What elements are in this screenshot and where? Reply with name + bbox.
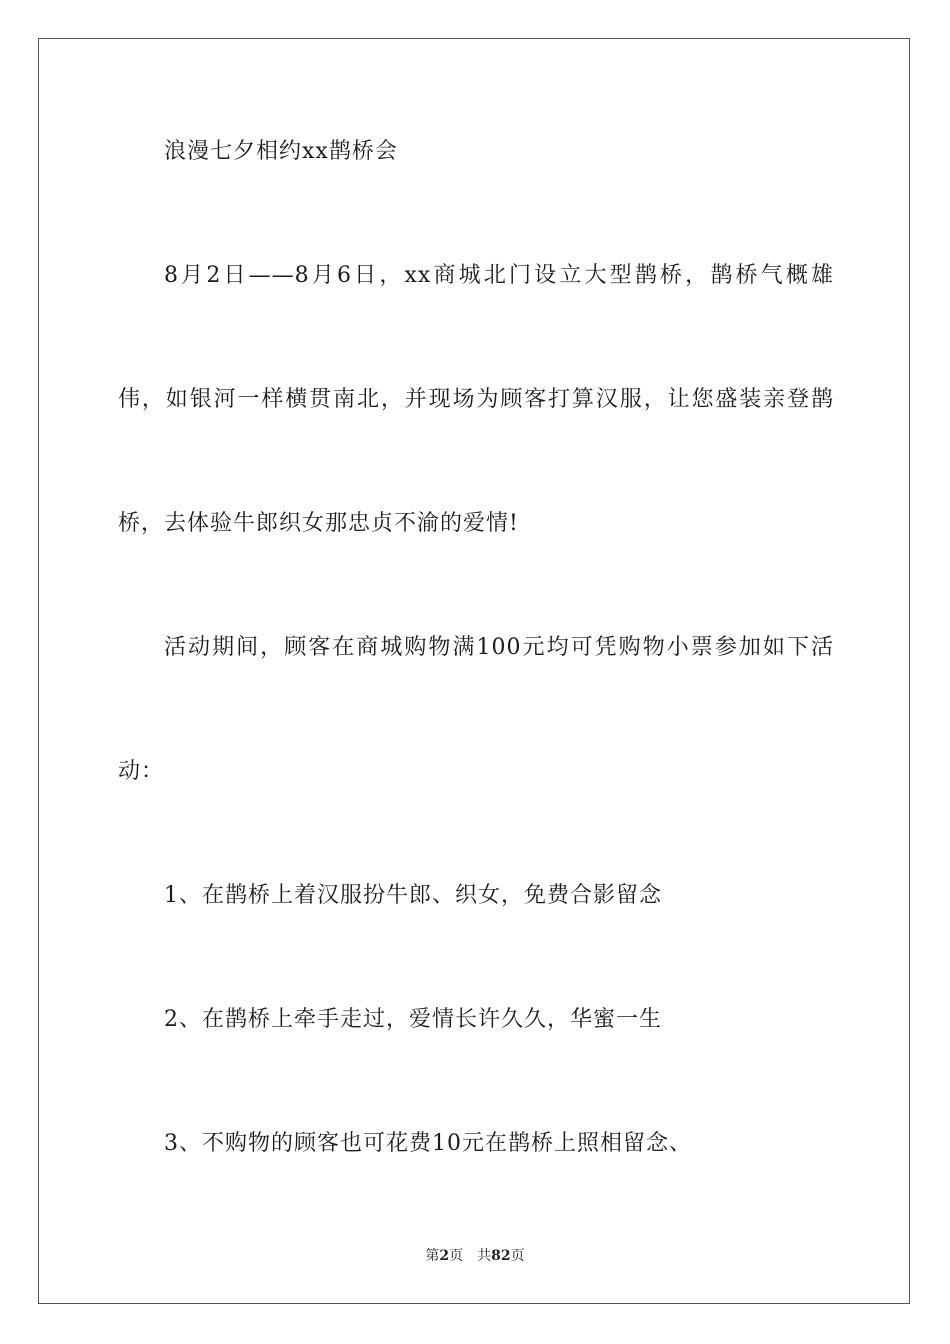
total-suffix: 页 [510,1248,525,1264]
paragraph-line: 8月2日——8月6日，xx商城北门设立大型鹊桥，鹊桥气概雄 [164,263,834,288]
paragraph-line: 动： [118,759,165,784]
page-number: 2 [439,1248,450,1264]
paragraph-line: 伟，如银河一样横贯南北，并现场为顾客打算汉服，让您盛装亲登鹊 [118,387,834,412]
paragraph-line: 活动期间，顾客在商城购物满100元均可凭购物小票参加如下活 [164,635,834,660]
page-total: 82 [491,1248,511,1264]
page-frame [38,38,910,1304]
heading-line: 浪漫七夕相约xx鹊桥会 [164,139,398,164]
list-item: 2、在鹊桥上牵手走过，爱情长许久久，华蜜一生 [164,1007,662,1032]
page-suffix: 页 [449,1248,464,1264]
total-prefix: 共 [477,1248,492,1264]
list-item: 3、不购物的顾客也可花费10元在鹊桥上照相留念、 [164,1131,692,1156]
page-prefix: 第 [425,1248,440,1264]
page-footer [0,1247,950,1265]
paragraph-line: 桥，去体验牛郎织女那忠贞不渝的爱情! [118,511,519,536]
list-item: 1、在鹊桥上着汉服扮牛郎、织女，免费合影留念 [164,883,662,908]
